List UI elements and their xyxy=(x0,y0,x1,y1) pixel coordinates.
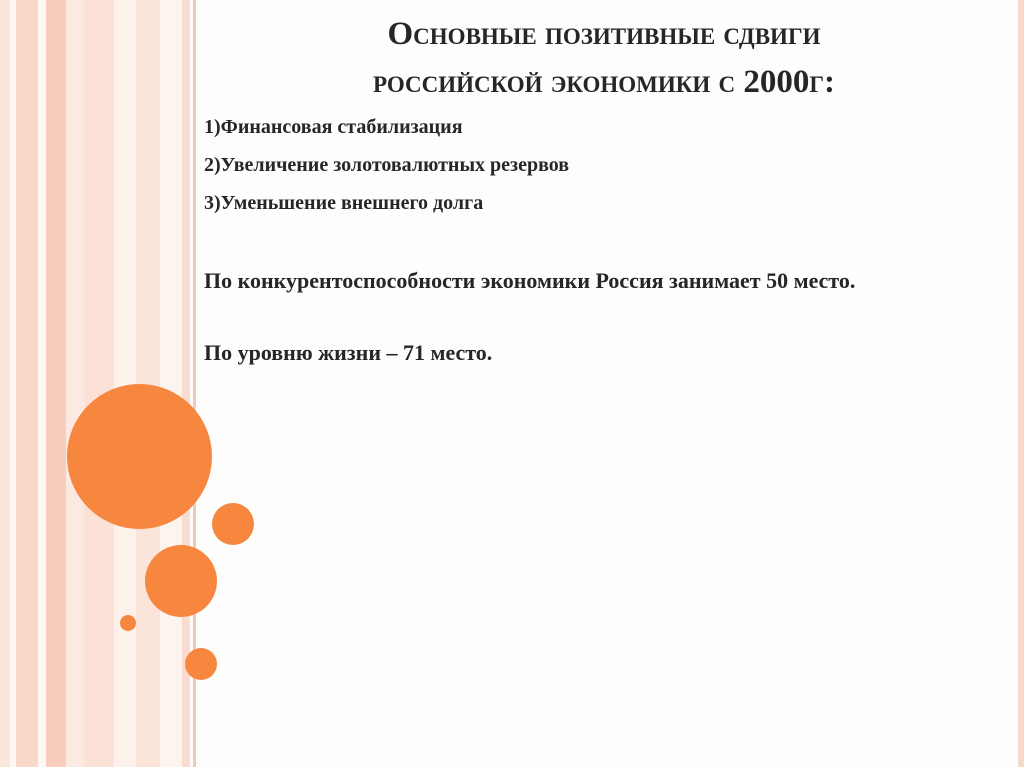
stripe xyxy=(46,0,66,767)
stripe xyxy=(16,0,38,767)
left-stripes-decoration xyxy=(0,0,200,767)
list-item: 1)Финансовая стабилизация xyxy=(204,116,463,138)
large-orange-circle xyxy=(67,384,212,529)
stripe xyxy=(0,0,10,767)
stripe xyxy=(160,0,182,767)
list-item: 3)Уменьшение внешнего долга xyxy=(204,192,484,214)
list-item: 2)Увеличение золотовалютных резервов xyxy=(204,154,570,176)
medium-orange-circle xyxy=(145,545,217,617)
title-line: Основные позитивные сдвиги xyxy=(387,16,821,52)
stripe xyxy=(66,0,84,767)
title-line: российской экономики с 2000г: xyxy=(372,64,836,100)
stripe xyxy=(38,0,46,767)
competitiveness-paragraph: По конкурентоспособности экономики Россия занимает 50 место. xyxy=(204,268,856,293)
stripe xyxy=(84,0,114,767)
tiny-orange-circle xyxy=(120,615,136,631)
living-standard-paragraph: По уровню жизни – 71 место. xyxy=(204,340,493,365)
slide-title xyxy=(214,10,994,106)
small-orange-circle xyxy=(212,503,254,545)
bullet-list xyxy=(204,108,994,222)
right-border-line xyxy=(1018,0,1024,767)
small-orange-circle xyxy=(185,648,217,680)
